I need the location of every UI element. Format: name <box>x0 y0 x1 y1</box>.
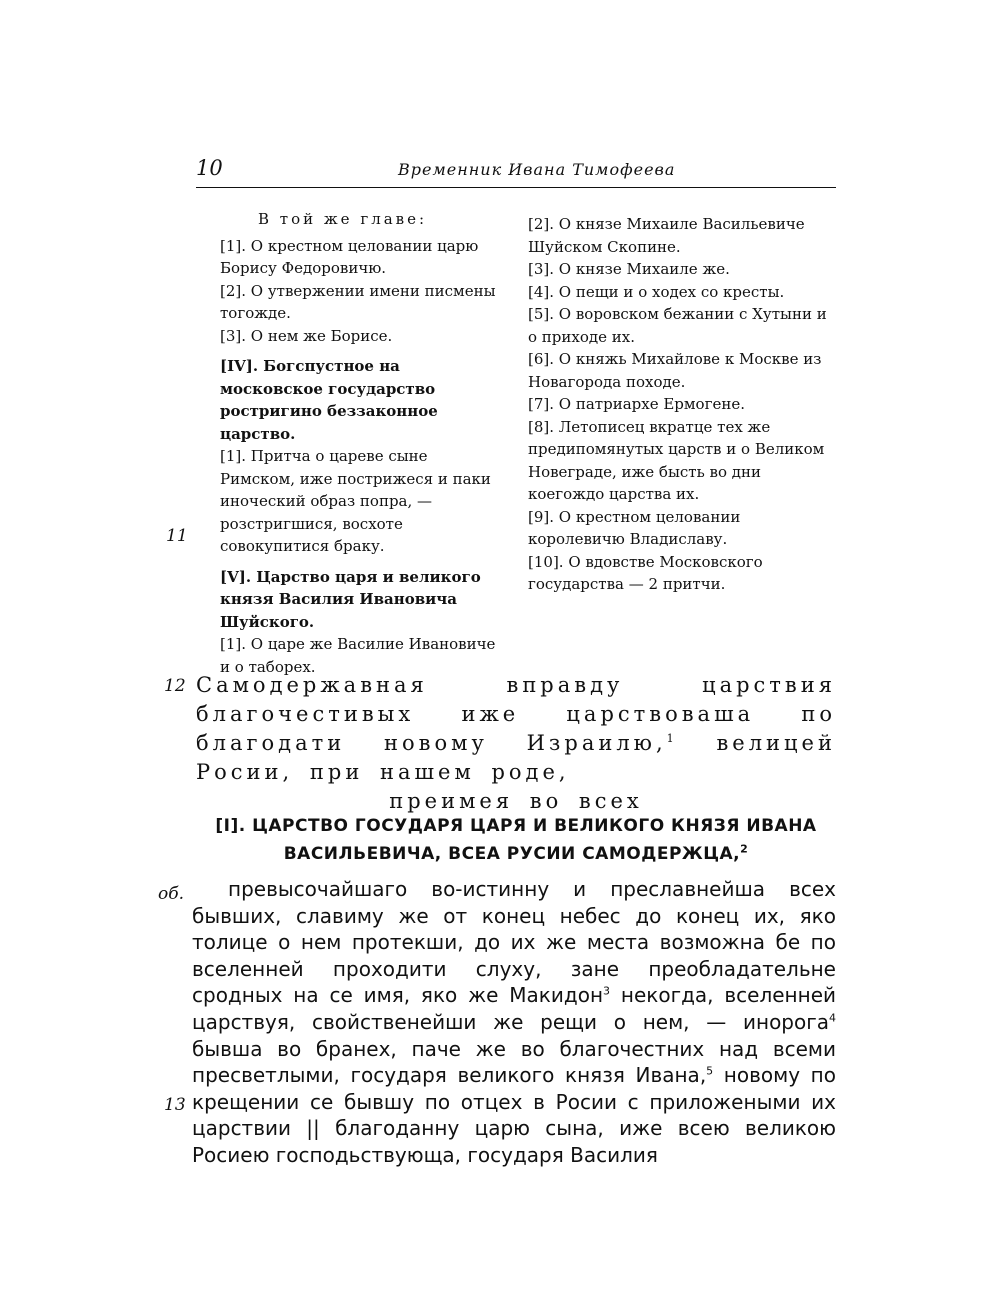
footnote-marker: 1 <box>666 732 678 745</box>
list-item: [2]. О князе Михаиле Васильевиче Шуйском Скопине. <box>528 215 805 256</box>
right-column <box>528 213 836 596</box>
list-item: [2]. О утвержении имени писмены тогожде. <box>220 281 496 322</box>
body-paragraph <box>192 876 836 1169</box>
footnote-marker: 2 <box>740 842 749 856</box>
incipit <box>196 671 836 816</box>
incipit-text-cont: велицей Росии, при нашем роде, <box>196 731 836 784</box>
chapter-title-text: [I]. ЦАРСТВО ГОСУДАРЯ ЦАРЯ И ВЕЛИКОГО КНЯЗЯ ИВАНА ВАСИЛЬЕВИЧА, ВСЕА РУСИИ САМОДЕРЖЦА, <box>215 816 817 864</box>
list-item: [1]. Притча о цареве сыне Римском, иже пострижеся и паки иноческий образ попра, — розстригшися, восхоте совокупитися браку. <box>220 447 491 555</box>
margin-folio-verso: об. <box>158 884 185 904</box>
incipit-text: Самодержавная вправду царствия благочестивых иже царствоваша по благодати новому Израилю, <box>196 673 836 755</box>
header-divider <box>196 187 836 188</box>
list-item: [1]. О крестном целовании царю Борису Федоровичю. <box>220 236 479 277</box>
body-text-part: превысочайшаго во-истинну и преславнейша всех бывших, славиму же от конец небес до конец их, яко толице о нем протекши, до их же места возможна бе по вселенней проходити слуху, зане преобладательне сродных на се имя, яко же Макидон <box>192 877 836 1008</box>
list-item: [3]. О нем же Борисе. <box>220 326 393 345</box>
page-number: 10 <box>196 156 223 180</box>
incipit-text-last: преимея во всех <box>389 789 643 813</box>
section-iv-title: [IV]. Богспустное на московское государство ростригино беззаконное царство. <box>220 357 438 443</box>
body-text <box>192 876 836 1169</box>
chapter-title <box>196 812 836 868</box>
list-item: [3]. О князе Михаиле же. <box>528 260 730 278</box>
list-item: [5]. О воровском бежании с Хутыни и о приходе их. <box>528 305 827 346</box>
list-item: [4]. О пещи и о ходех со кресты. <box>528 282 785 301</box>
list-item: [6]. О княжь Михайлове к Москве из Новагорода походе. <box>528 350 822 391</box>
body-text-part: новому по крещении се бывшу по отцех в Росии с приложеными их царствии || благоданну царю сына, иже всею великою Росиею господьствующа, государя Василия <box>192 1063 836 1167</box>
footnote-marker: 3 <box>603 984 611 998</box>
list-item: [10]. О вдовстве Московского государства — 2 притчи. <box>528 552 763 593</box>
list-item: [7]. О патриархе Ермогене. <box>528 395 745 413</box>
body-text-part: некогда, вселенней царствуя, свойственейши же рещи о нем, — инорога <box>192 983 836 1034</box>
list-item: [8]. Летописец вкратце тех же предипомянутых царств и о Великом Новеграде, иже бысть во дни коегождо царства их. <box>528 417 825 503</box>
section-v-title: [V]. Царство царя и великого князя Василия Ивановича Шуйского. <box>220 567 481 631</box>
left-column <box>220 208 502 678</box>
body-text-part: бывша во бранех, паче же во благочестних над всеми пресветлыми, государя великого князя Ивана, <box>192 1036 836 1088</box>
footnote-marker: 5 <box>706 1064 714 1078</box>
running-title: Временник Ивана Тимофеева <box>398 160 676 179</box>
footnote-marker: 4 <box>829 1011 836 1025</box>
margin-folio-12: 12 <box>164 676 186 696</box>
list-item: [9]. О крестном целовании королевичю Владиславу. <box>528 507 741 548</box>
margin-folio-11: 11 <box>166 526 188 546</box>
list-item: [1]. О царе же Василие Ивановиче и о таборех. <box>220 635 496 676</box>
margin-folio-13: 13 <box>164 1095 186 1115</box>
left-column-heading: В той же главе: <box>258 210 428 228</box>
